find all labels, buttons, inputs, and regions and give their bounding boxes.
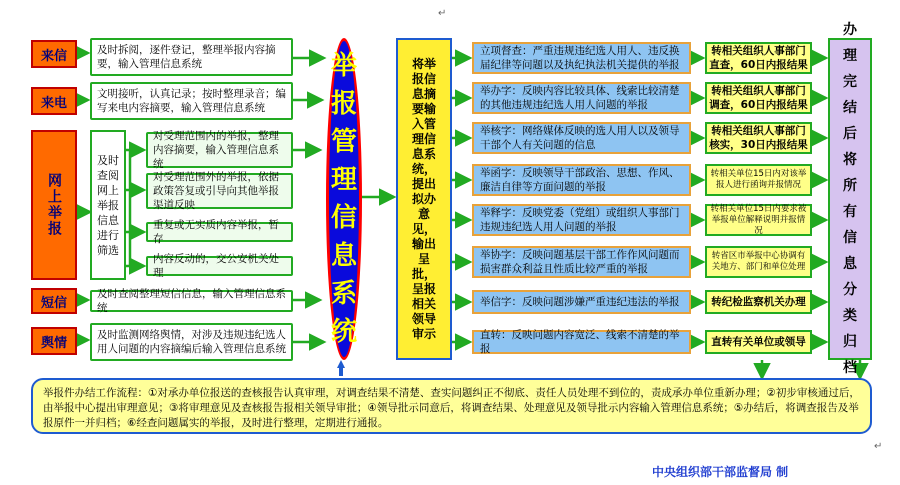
step-wangshang-check — [90, 130, 126, 280]
center-system-label: 举报管理信息系统 — [330, 51, 357, 347]
result-1: 转相关组织人事部门直查，60日内报结果 — [705, 42, 812, 74]
source-laidian: 来电 — [31, 87, 77, 115]
footer-credit: 中央组织部干部监督局 制 — [652, 465, 789, 479]
center-system-ellipse — [326, 38, 362, 360]
category-juhan: 举函字：反映领导干部政治、思想、作风、廉洁自律等方面问题的举报 — [472, 164, 691, 196]
category-juhe: 举核字：网络媒体反映的选人用人以及领导干部个人有关问题的信息 — [472, 122, 691, 154]
result-4: 转相关单位15日内对该举报人进行函询并报情况 — [705, 164, 812, 196]
step-wangshang-d: 内容反动的，交公安机关处理 — [146, 256, 293, 276]
category-juxin: 举信字：反映问题涉嫌严重违纪违法的举报 — [472, 290, 691, 314]
final-archive-box — [828, 22, 872, 376]
category-jushi: 举释字：反映党委（党组）或组织人事部门违规违纪选人用人问题的举报 — [472, 204, 691, 236]
completion-process-note: 举报件办结工作流程：①对承办单位报送的查核报告认真审理，对调查结果不清楚、查实问题纠正不彻底、责任人员处理不到位的，责成承办单位重新办理；②初步审核通过后，由举报中心提出审理意见；③将审理意见及查核报告报相关领导审批；④领导批示同意后，将调查结果、处理意见及领导批示内容输入管理信息系统；⑤办结后，将调查报告及举报原件一并归档；⑥经查问题属实的举报，及时进行整理，定期进行通报。 — [31, 378, 872, 434]
category-zhizhuan: 直转：反映问题内容宽泛、线索不清楚的举报 — [472, 330, 691, 354]
category-lixiang: 立项督查：严重违规违纪选人用人、违反换届纪律等问题以及执纪执法机关提供的举报 — [472, 42, 691, 74]
result-6: 转省区市举报中心协调有关地方、部门和单位处理 — [705, 246, 812, 278]
process-box — [396, 38, 452, 360]
result-5: 转相关单位15日内要求被举报单位解释说明并报情况 — [705, 204, 812, 236]
source-laixin: 来信 — [31, 40, 77, 68]
result-7: 转纪检监察机关办理 — [705, 290, 812, 314]
step-yuqing: 及时监测网络舆情，对涉及违规违纪选人用人问题的内容摘编后输入管理信息系统 — [90, 323, 293, 361]
result-8: 直转有关单位或领导 — [705, 330, 812, 354]
source-wangshang: 网上举报 — [31, 130, 77, 280]
step-wangshang-a: 对受理范围内的举报，整理内容摘要，输入管理信息系统 — [146, 132, 293, 168]
source-yuqing: 舆情 — [31, 327, 77, 355]
source-duanxin: 短信 — [31, 288, 77, 314]
category-juxie: 举协字：反映问题基层干部工作作风问题而损害群众利益且性质比较严重的举报 — [472, 246, 691, 278]
paragraph-mark: ↵ — [874, 441, 883, 452]
step-duanxin: 及时查阅整理短信信息，输入管理信息系统 — [90, 290, 293, 312]
category-juban: 举办字：反映内容比较具体、线索比较清楚的其他违规违纪选人用人问题的举报 — [472, 82, 691, 114]
step-wangshang-check-label: 及时查阅网上举报信息进行筛选 — [97, 153, 119, 257]
result-3: 转相关组织人事部门核实，30日内报结果 — [705, 122, 812, 154]
step-laixin: 及时拆阅，逐件登记，整理举报内容摘要，输入管理信息系统 — [90, 38, 293, 76]
step-wangshang-b: 对受理范围外的举报，依据政策答复或引导向其他举报渠道反映 — [146, 173, 293, 209]
result-2: 转相关组织人事部门调查，60日内报结果 — [705, 82, 812, 114]
step-laidian: 文明接听，认真记录；按时整理录音；编写来电内容摘要，输入管理信息系统 — [90, 82, 293, 120]
final-archive-label: 办理完结后将所有信息分类归档 — [843, 22, 857, 376]
paragraph-mark: ↵ — [438, 8, 447, 19]
process-box-label: 将举报信息摘要输入管理信息系统，提出拟办意见，输出呈批，呈报相关领导审示 — [411, 56, 436, 341]
step-wangshang-c: 重复或无实质内容举报，暂存 — [146, 222, 293, 242]
